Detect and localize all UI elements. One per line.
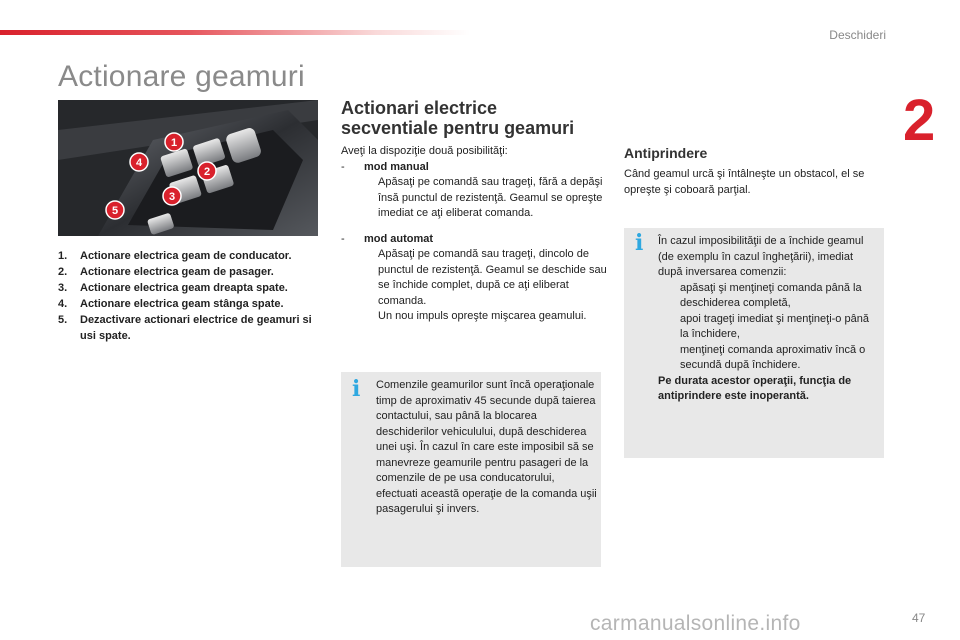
anti-pinch-text: Când geamul urcă şi întâlneşte un obstacol, el se opreşte şi coboară parţial. bbox=[624, 168, 865, 196]
dash-bullet: - bbox=[341, 160, 345, 173]
callout-1-label: 1 bbox=[170, 137, 178, 149]
callout-2-label: 2 bbox=[203, 166, 211, 178]
legend-number: 3. bbox=[58, 282, 68, 294]
arrow-bullet-icon bbox=[364, 175, 378, 222]
auto-mode-row bbox=[341, 232, 611, 248]
auto-mode-text: Apăsaţi pe comandă sau trageţi, dincolo de punctul de rezistenţă. Geamul se deschide sau se închide complet, după ce aţi eliberat comanda. bbox=[378, 248, 607, 307]
sequential-windows-heading bbox=[341, 98, 611, 138]
callout-2 bbox=[198, 162, 216, 180]
legend-item bbox=[58, 248, 328, 264]
arrow-bullet-icon bbox=[658, 343, 680, 374]
anti-pinch-step-text: apoi trageţi imediat şi menţineţi-o până la închidere, bbox=[680, 312, 869, 340]
legend-item bbox=[58, 264, 328, 280]
page-number: 47 bbox=[912, 611, 926, 625]
arrow-bullet-icon bbox=[364, 247, 378, 309]
info-icon: i bbox=[635, 230, 644, 256]
legend-text: Actionare electrica geam de pasager. bbox=[80, 266, 274, 278]
manual-mode-row bbox=[341, 160, 611, 176]
legend-number: 1. bbox=[58, 250, 68, 262]
arrow-bullet-icon bbox=[658, 281, 680, 312]
manual-mode-title: mod manual bbox=[364, 160, 429, 173]
anti-pinch-intro: În cazul imposibilităţii de a închide geamul (de exemplu în cazul îngheţării), imediat după inversarea comenzii: bbox=[658, 235, 864, 278]
legend-item bbox=[58, 280, 328, 296]
auto-mode-description bbox=[341, 247, 611, 309]
legend-text: Actionare electrica geam de conducator. bbox=[80, 250, 292, 262]
manual-mode-description bbox=[341, 175, 611, 222]
anti-pinch-step bbox=[658, 343, 880, 374]
legend-item bbox=[58, 312, 328, 344]
top-accent-bar bbox=[0, 30, 470, 35]
anti-pinch-info bbox=[658, 234, 880, 405]
arrow-bullet-icon bbox=[658, 312, 680, 343]
info-box-anti-pinch bbox=[624, 228, 884, 458]
callout-4-label: 4 bbox=[135, 157, 143, 169]
info-box-operation-time bbox=[341, 372, 601, 567]
watermark: carmanualsonline.info bbox=[590, 612, 801, 635]
anti-pinch-warning: Pe durata acestor operaţii, funcţia de antiprindere este inoperantă. bbox=[658, 374, 852, 402]
callout-5-label: 5 bbox=[111, 205, 119, 217]
callout-4 bbox=[130, 153, 148, 171]
callout-1 bbox=[165, 133, 183, 151]
legend-list bbox=[58, 248, 328, 344]
arrow-bullet-icon bbox=[364, 309, 378, 325]
info-icon: i bbox=[352, 376, 361, 402]
heading-line-2: secventiale pentru geamuri bbox=[341, 118, 575, 138]
info-text: Comenzile geamurilor sunt încă operaţionale timp de aproximativ 45 secunde după taierea contactului, sau până la blocarea deschiderilor vehiculului, după deschiderea unei uşi. În cazul în care este imposibil să se manevreze geamurile pentru pasageri de la comenzile de pe usa conducatorului, efectuati această operaţie de la comanda uşii pasagerului şi invers. bbox=[376, 379, 597, 515]
callout-3-label: 3 bbox=[168, 191, 176, 203]
callout-5 bbox=[106, 201, 124, 219]
callout-3 bbox=[163, 187, 181, 205]
legend-number: 2. bbox=[58, 266, 68, 278]
page-title: Actionare geamuri bbox=[58, 60, 305, 93]
legend-number: 5. bbox=[58, 314, 68, 326]
callout-layer bbox=[58, 100, 318, 236]
chapter-number: 2 bbox=[903, 88, 936, 153]
window-switch-photo bbox=[58, 100, 318, 236]
legend-text: Actionare electrica geam dreapta spate. bbox=[80, 282, 288, 294]
auto-mode-stop-text: Un nou impuls opreşte mişcarea geamului. bbox=[378, 310, 587, 322]
sequential-windows-text bbox=[341, 144, 611, 325]
legend-text: Dezactivare actionari electrice de geamuri si usi spate. bbox=[80, 314, 312, 342]
anti-pinch-step bbox=[658, 281, 880, 312]
anti-pinch-step-text: apăsaţi şi menţineţi comanda până la deschiderea completă, bbox=[680, 281, 862, 309]
legend-text: Actionare electrica geam stânga spate. bbox=[80, 298, 284, 310]
legend-item bbox=[58, 296, 328, 312]
legend-number: 4. bbox=[58, 298, 68, 310]
auto-mode-stop bbox=[341, 309, 611, 325]
dash-bullet: - bbox=[341, 232, 345, 245]
section-label: Deschideri bbox=[829, 28, 886, 42]
intro-text: Aveţi la dispoziţie două posibilităţi: bbox=[341, 145, 508, 157]
anti-pinch-step bbox=[658, 312, 880, 343]
anti-pinch-heading: Antiprindere bbox=[624, 145, 708, 161]
anti-pinch-step-text: menţineţi comanda aproximativ încă o secundă după închidere. bbox=[680, 343, 866, 371]
manual-mode-text: Apăsaţi pe comandă sau trageţi, fără a depăşi însă punctul de rezistenţă. Geamul se opreşte imediat ce aţi eliberat comanda. bbox=[378, 176, 603, 219]
heading-line-1: Actionari electrice bbox=[341, 98, 498, 118]
auto-mode-title: mod automat bbox=[364, 232, 434, 245]
